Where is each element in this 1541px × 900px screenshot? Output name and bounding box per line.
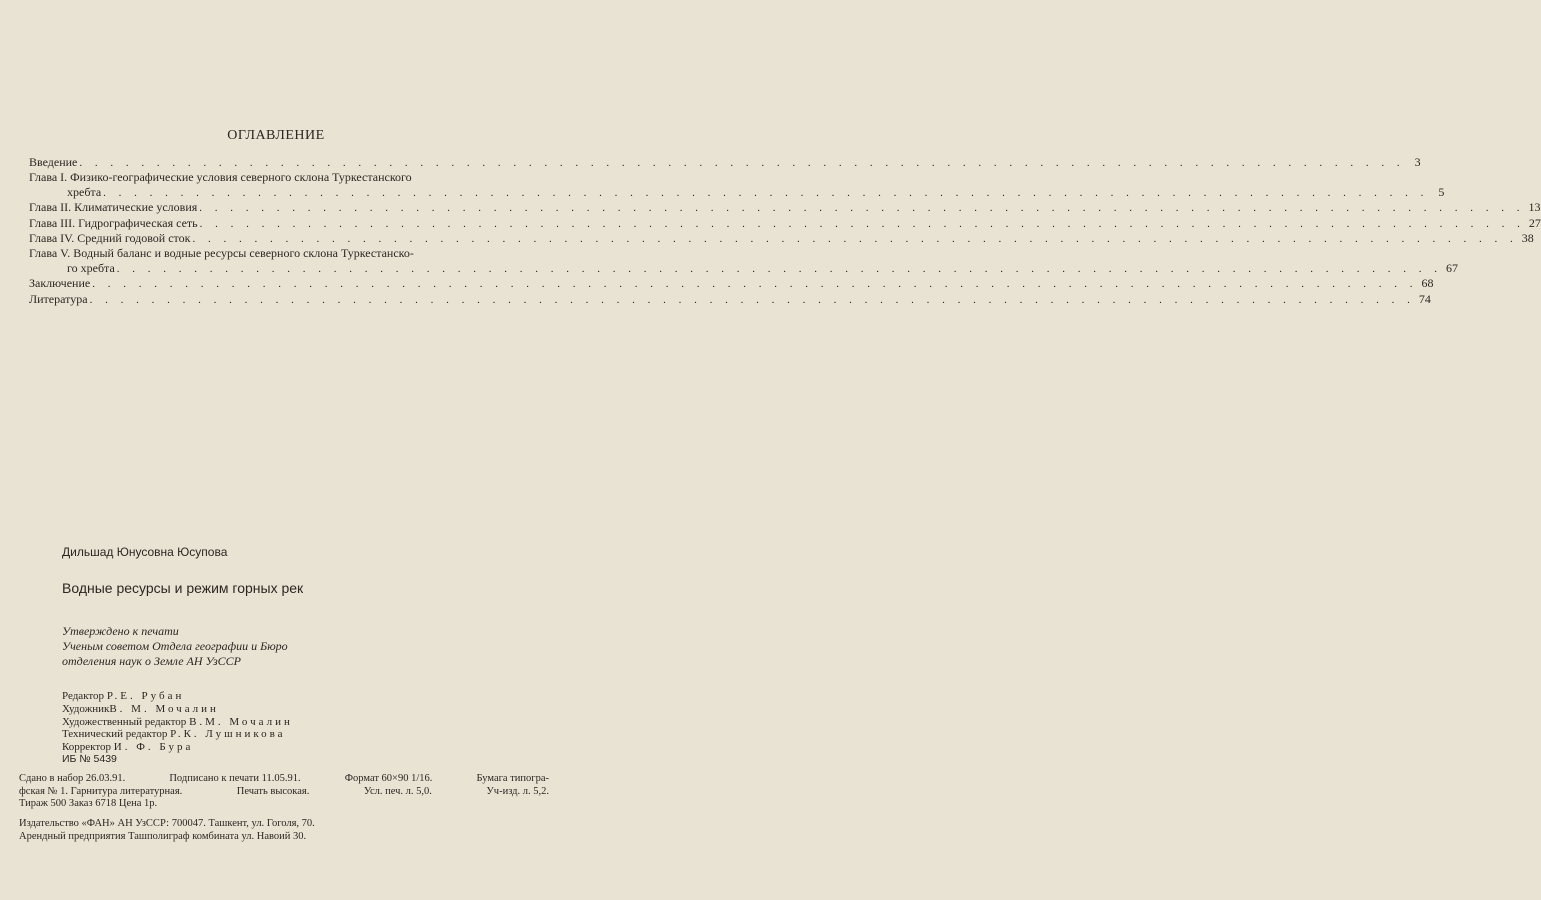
credit-role: Художник: [62, 702, 110, 715]
imprint-field: Печать высокая.: [236, 785, 310, 797]
credit-role: Художественный редактор: [62, 715, 187, 728]
toc-entry-chapter-3: [29, 215, 1541, 231]
toc-entry-title: Введение: [29, 155, 78, 169]
imprint-field: Усл. печ. л. 5,0.: [363, 785, 432, 797]
credit-editor: [62, 690, 293, 703]
credit-role: Корректор: [62, 741, 112, 754]
approval-line: Утверждено к печати: [62, 624, 179, 638]
toc-entry-chapter-2: [29, 200, 1541, 215]
toc-page-number: 5: [1438, 184, 1445, 199]
credit-name: И. Ф. Бура: [113, 741, 194, 754]
credit-artist: [62, 703, 293, 716]
toc-entry-chapter-1: [29, 184, 1445, 200]
approval-note: [62, 624, 288, 669]
toc-page-number: 27: [1528, 215, 1541, 230]
toc-page-number: 67: [1446, 260, 1459, 275]
publisher-line: Издательство «ФАН» АН УзССР: 700047. Ташкент, ул. Гоголя, 70.: [19, 818, 315, 829]
imprint-line: [19, 773, 549, 786]
toc-leader-dots: . . . . . . . . . . . . . . . . . . . . . . . . . . . . . . . . . . . . . . . . . . . . . . . . . . . . . . . . . . . . . . . . . . . . . . . . . . . . . . . . . . . . . .: [116, 262, 1443, 275]
publisher-line: Арендный предприятия Ташполиграф комбината ул. Навоий 30.: [19, 830, 307, 842]
approval-line: отделения наук о Земле АН УзССР: [62, 654, 242, 668]
toc-entry-title: Глава II. Климатические условия: [29, 200, 198, 215]
toc-leader-dots: . . . . . . . . . . . . . . . . . . . . . . . . . . . . . . . . . . . . . . . . . . . . . . . . . . . . . . . . . . . . . . . . . . . . . . . . . . . . . . . . . . . . . .: [199, 202, 1525, 215]
toc-heading: ОГЛАВЛЕНИЕ: [227, 128, 325, 143]
approval-line: Ученым советом Отдела географии и Бюро: [62, 639, 288, 653]
toc-page-number: 74: [1418, 291, 1431, 306]
imprint-line: Тираж 500 Заказ 6718 Цена 1р.: [19, 798, 158, 810]
toc-entry-literature: [29, 291, 1431, 307]
book-title: Водные ресурсы и режим горных рек: [62, 580, 304, 596]
credit-role: Технический редактор: [62, 728, 168, 741]
toc-entry-conclusion: [29, 276, 1434, 291]
toc-entry-title: Глава IV. Средний годовой сток: [29, 231, 191, 246]
imprint-field: Подписано к печати 11.05.91.: [169, 773, 301, 784]
toc-entry-introduction: [29, 155, 1421, 170]
imprint-field: Сдано в набор 26.03.91.: [19, 773, 126, 784]
credit-name: В.М. Мочалин: [189, 715, 293, 728]
toc-page-number: 13: [1528, 200, 1541, 215]
toc-entry-chapter-5: [29, 260, 1459, 276]
toc-entry-title-cont: го хребта: [67, 260, 115, 275]
toc-entry-title: Глава V. Водный баланс и водные ресурсы северного склона Туркестанско-: [29, 246, 414, 261]
imprint-field: Уч-изд. л. 5,2.: [486, 785, 549, 797]
toc-leader-dots: . . . . . . . . . . . . . . . . . . . . . . . . . . . . . . . . . . . . . . . . . . . . . . . . . . . . . . . . . . . . . . . . . . . . . . . . . . . . . . . . . . . . . .: [103, 186, 1429, 199]
ib-number: ИБ № 5439: [62, 753, 117, 765]
toc-entry-title: Глава I. Физико-географические условия северного склона Туркестанского: [29, 170, 412, 185]
credit-art-editor: [62, 716, 293, 729]
toc-leader-dots: . . . . . . . . . . . . . . . . . . . . . . . . . . . . . . . . . . . . . . . . . . . . . . . . . . . . . . . . . . . . . . . . . . . . . . . . . . . . . . . . . . . . . .: [89, 293, 1415, 306]
credit-name: В. М. Мочалин: [109, 702, 219, 715]
print-imprint: [19, 773, 549, 811]
toc-page-number: 3: [1414, 155, 1421, 169]
author-name: Дильшад Юнусовна Юсупова: [62, 545, 228, 559]
toc-leader-dots: . . . . . . . . . . . . . . . . . . . . . . . . . . . . . . . . . . . . . . . . . . . . . . . . . . . . . . . . . . . . . . . . . . . . . . . . . . . . . . . . . . . . . .: [192, 233, 1518, 246]
toc-entry-title: Заключение: [29, 276, 91, 291]
credit-role: Редактор: [62, 690, 105, 702]
toc-page-number: 38: [1521, 231, 1534, 246]
credit-name: Р.Е. Рубан: [106, 690, 185, 702]
credit-tech-editor: [62, 728, 293, 741]
toc-entry-title-cont: хребта: [67, 184, 102, 199]
imprint-field: Бумага типогра-: [476, 773, 549, 784]
toc-leader-dots: . . . . . . . . . . . . . . . . . . . . . . . . . . . . . . . . . . . . . . . . . . . . . . . . . . . . . . . . . . . . . . . . . . . . . . . . . . . . . . . . . . . . . .: [92, 278, 1418, 291]
toc-entry-title: Глава III. Гидрографическая сеть: [29, 215, 198, 230]
table-of-contents: [29, 155, 1541, 307]
credit-name: Р.К. Лушникова: [170, 728, 286, 741]
toc-entry-title: Литература: [29, 291, 88, 306]
imprint-field: фская № 1. Гарнитура литературная.: [19, 785, 183, 797]
toc-leader-dots: . . . . . . . . . . . . . . . . . . . . . . . . . . . . . . . . . . . . . . . . . . . . . . . . . . . . . . . . . . . . . . . . . . . . . . . . . . . . . . . . . . . . . .: [79, 157, 1405, 169]
toc-page-number: 68: [1421, 276, 1434, 291]
imprint-line: [19, 786, 549, 799]
credits-list: [62, 690, 293, 754]
toc-leader-dots: . . . . . . . . . . . . . . . . . . . . . . . . . . . . . . . . . . . . . . . . . . . . . . . . . . . . . . . . . . . . . . . . . . . . . . . . . . . . . . . . . . . . . .: [199, 217, 1525, 230]
toc-entry-chapter-4: [29, 231, 1534, 246]
publisher-info: [19, 818, 315, 843]
imprint-field: Формат 60×90 1/16.: [344, 773, 433, 784]
